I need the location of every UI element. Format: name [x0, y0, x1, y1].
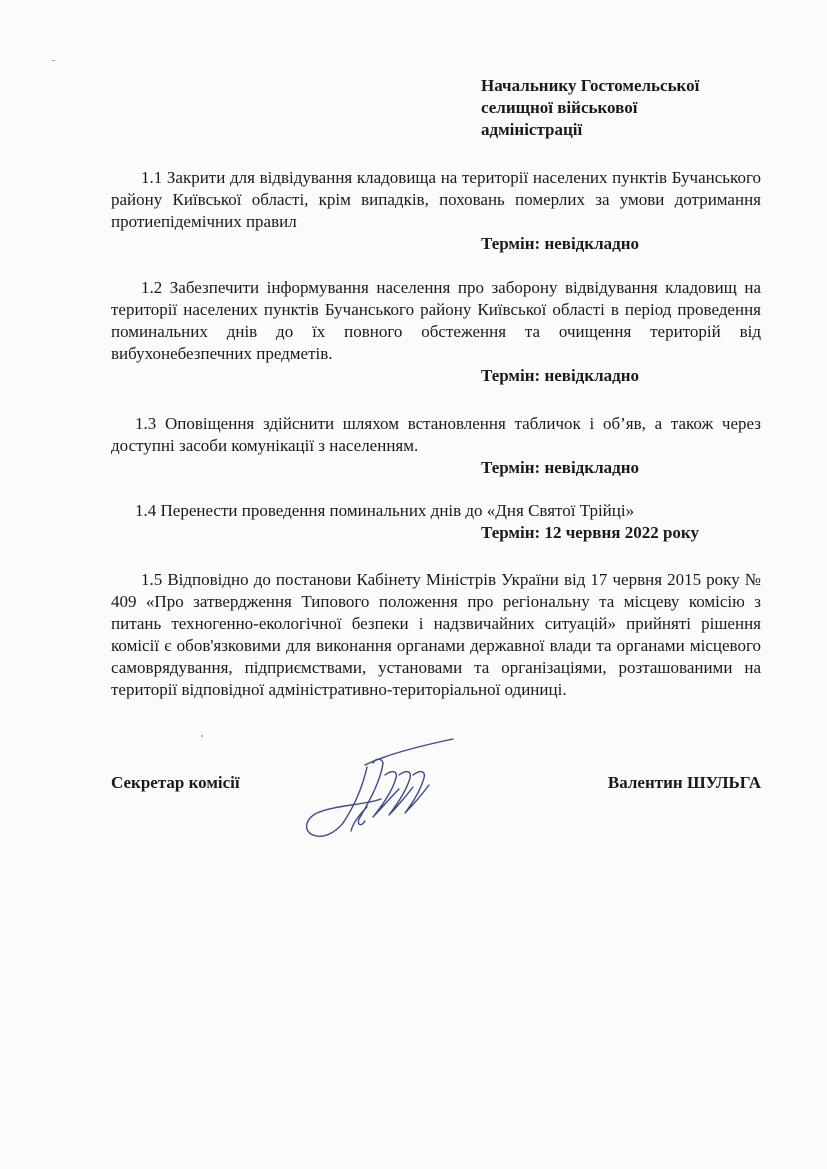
addressee-line-3: адміністрації — [481, 120, 583, 139]
decision-item-1-2 — [111, 277, 761, 387]
addressee-line-2: селищної військової — [481, 98, 638, 117]
scan-speck — [201, 735, 203, 737]
item-text: 1.5 Відповідно до постанови Кабінету Міністрів України від 17 червня 2015 року № 409 «Про затвердження Типового положення про регіональну та місцеву комісію з питань техногенно-екологічної безпеки і надзвичайних ситуацій» прийняті рішення комісії є обов'язковими для виконання органами державної влади та органами місцевого самоврядування, підприємствами, установами та організаціями, розташованими на території відповідної адміністративно-територіальної одиниці. — [111, 570, 761, 699]
addressee-block — [481, 75, 781, 141]
decision-item-1-5 — [111, 569, 761, 701]
signatory-position: Секретар комісії — [111, 773, 240, 792]
item-text: 1.2 Забезпечити інформування населення про заборону відвідування кладовищ на території населених пунктів Бучанського району Київської області в період проведення поминальних днів до їх повного обстеження та очищення територій від вибухонебезпечних предметів. — [111, 278, 761, 363]
item-deadline: Термін: 12 червня 2022 року — [481, 523, 699, 542]
item-text: 1.3 Оповіщення здійснити шляхом встановлення табличок і об’яв, а також через доступні засоби комунікації з населенням. — [111, 414, 761, 455]
item-deadline: Термін: невідкладно — [481, 458, 640, 477]
decision-item-1-4 — [111, 500, 761, 544]
decision-item-1-1 — [111, 167, 761, 255]
handwritten-signature — [295, 735, 455, 845]
item-deadline: Термін: невідкладно — [481, 234, 640, 253]
signatory-name: Валентин ШУЛЬГА — [607, 773, 761, 792]
item-deadline: Термін: невідкладно — [481, 366, 640, 385]
item-text: 1.4 Перенести проведення поминальних днів до «Дня Святої Трійці» — [135, 501, 635, 520]
scan-speck — [52, 60, 55, 61]
addressee-line-1: Начальнику Гостомельської — [481, 76, 700, 95]
decision-item-1-3 — [111, 413, 761, 479]
item-text: 1.1 Закрити для відвідування кладовища на території населених пунктів Бучанського району Київської області, крім випадків, поховань померлих за умови дотримання протиепідемічних правил — [111, 168, 761, 231]
